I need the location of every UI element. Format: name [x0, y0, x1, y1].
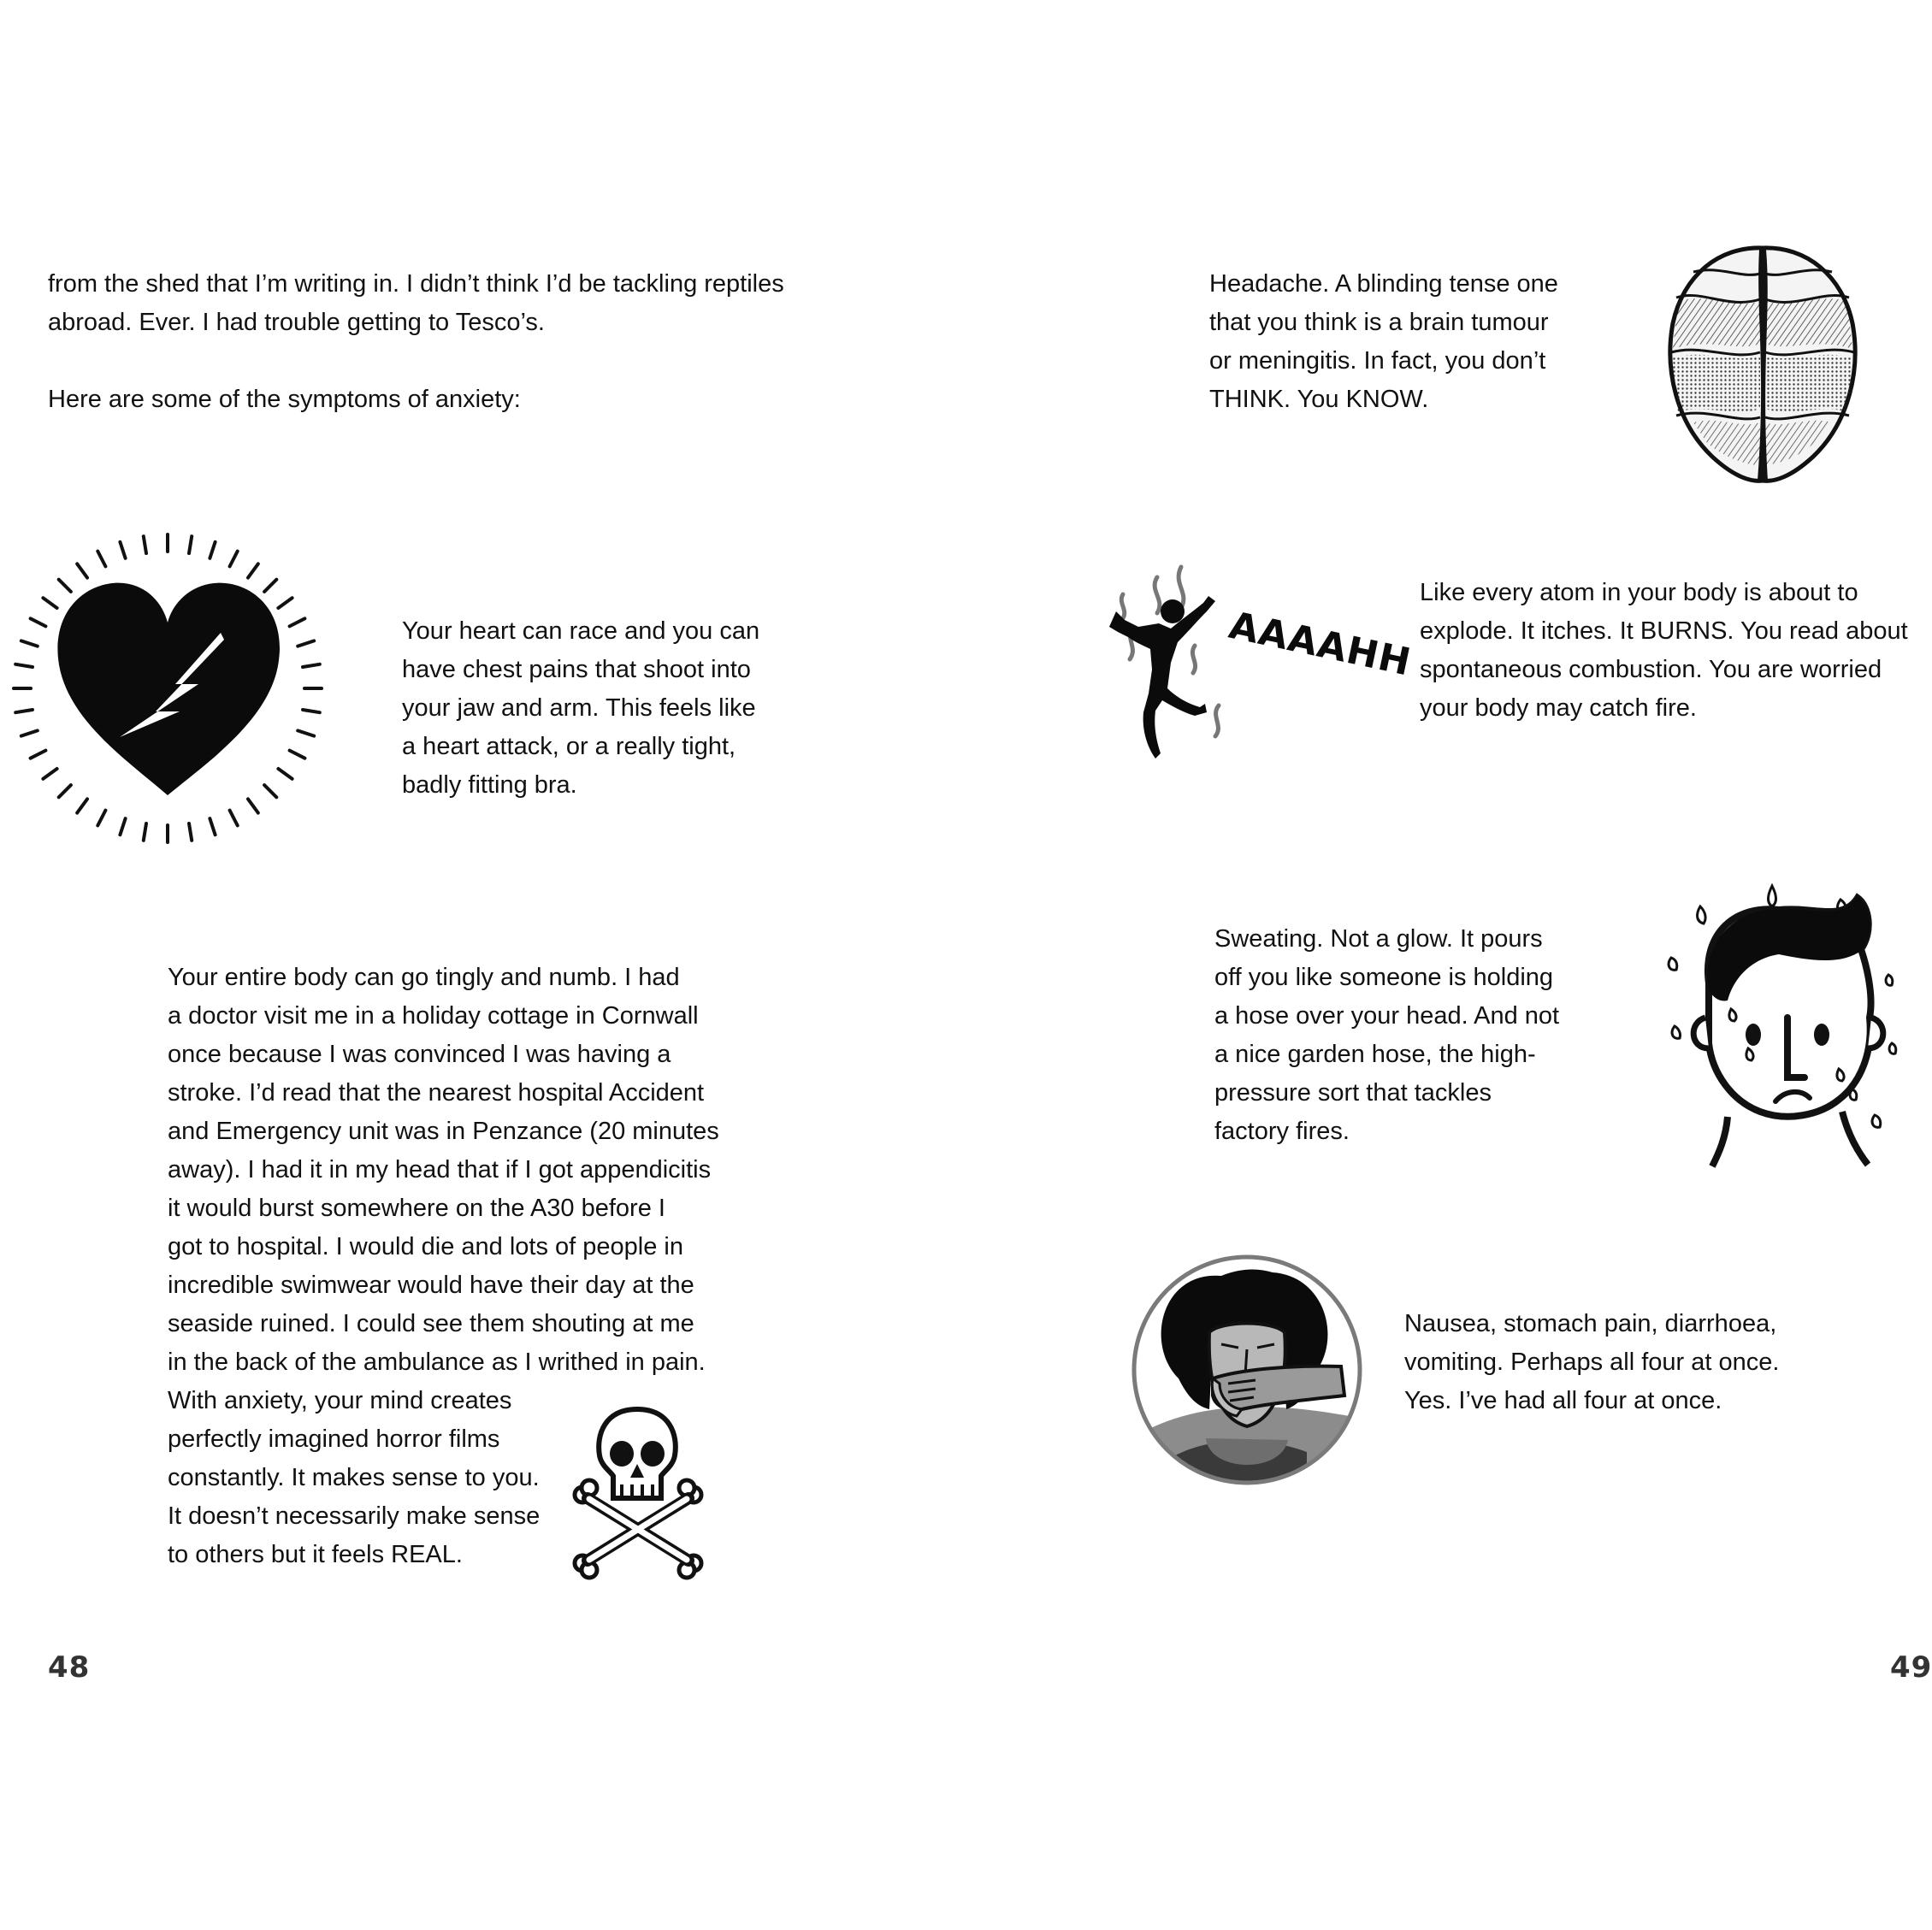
heart-ray: [97, 811, 105, 826]
heart-ray: [43, 769, 56, 779]
text-line: stroke. I’d read that the nearest hospital Accident: [168, 1079, 705, 1107]
text-line: got to hospital. I would die and lots of people in: [168, 1233, 683, 1260]
heart-ray: [120, 542, 125, 558]
heart-ray: [189, 823, 192, 841]
heart-ray: [278, 598, 292, 608]
broken-heart-lightning-icon: [0, 513, 342, 855]
text-line: Like every atom in your body is about to: [1420, 579, 1858, 606]
text-line: Sweating. Not a glow. It pours: [1214, 925, 1543, 953]
heart-ray: [298, 730, 314, 735]
text-line: Here are some of the symptoms of anxiety:: [48, 386, 521, 413]
brain-icon: [1659, 241, 1866, 487]
heart-ray: [144, 536, 146, 553]
heart-ray: [210, 542, 215, 558]
text-line: a doctor visit me in a holiday cottage in Cornwall: [168, 1002, 699, 1030]
text-line: constantly. It makes sense to you.: [168, 1464, 540, 1491]
heart-ray: [15, 664, 32, 667]
heart-ray: [77, 799, 87, 812]
text-line: a heart attack, or a really tight,: [402, 733, 736, 760]
heart-ray: [15, 710, 32, 712]
text-line: and Emergency unit was in Penzance (20 minutes: [168, 1118, 719, 1145]
sweating-face-icon: [1659, 881, 1916, 1172]
nausea-paragraph: [1404, 1305, 1779, 1420]
text-line: With anxiety, your mind creates: [168, 1387, 512, 1414]
headache-paragraph: [1209, 265, 1558, 419]
symptoms-lead: [48, 381, 521, 419]
atom-paragraph: [1420, 574, 1908, 728]
text-line: pressure sort that tackles: [1214, 1079, 1492, 1107]
heart-ray: [230, 552, 238, 567]
heart-ray: [248, 564, 258, 577]
heart-ray: [264, 785, 276, 797]
text-line: it would burst somewhere on the A30 before I: [168, 1195, 665, 1222]
heart-ray: [278, 769, 292, 779]
heart-ray: [59, 785, 71, 797]
burning-figure-icon: [1099, 560, 1415, 774]
heart-ray: [189, 536, 192, 553]
text-line: vomiting. Perhaps all four at once.: [1404, 1349, 1780, 1376]
text-line: incredible swimwear would have their day at the: [168, 1272, 694, 1299]
text-line: Your heart can race and you can: [402, 617, 760, 645]
heart-ray: [120, 818, 125, 835]
page-number-right: 49: [1890, 1650, 1932, 1685]
heart-ray: [144, 823, 146, 841]
text-line: Headache. A blinding tense one: [1209, 270, 1558, 298]
text-line: to others but it feels REAL.: [168, 1541, 463, 1568]
text-line: factory fires.: [1214, 1118, 1350, 1145]
intro-paragraph: [48, 265, 784, 342]
text-line: explode. It itches. It BURNS. You read about: [1420, 617, 1908, 645]
text-line: have chest pains that shoot into: [402, 656, 751, 683]
text-line: Nausea, stomach pain, diarrhoea,: [1404, 1310, 1777, 1337]
heart-ray: [31, 618, 46, 626]
heart-ray: [21, 640, 38, 646]
heart-ray: [77, 564, 87, 577]
text-line: away). I had it in my head that if I got appendicitis: [168, 1156, 712, 1183]
heart-ray: [290, 751, 305, 758]
text-line: from the shed that I’m writing in. I didn’t think I’d be tackling reptiles: [48, 270, 784, 298]
heart-paragraph: [402, 612, 759, 805]
text-line: off you like someone is holding: [1214, 964, 1554, 991]
text-line: Yes. I’ve had all four at once.: [1404, 1387, 1722, 1414]
scream-text: AAAAHH: [1225, 603, 1415, 685]
text-line: It doesn’t necessarily make sense: [168, 1502, 541, 1530]
text-line: perfectly imagined horror films: [168, 1425, 500, 1453]
heart-ray: [303, 664, 320, 667]
heart-ray: [59, 580, 71, 592]
text-line: spontaneous combustion. You are worried: [1420, 656, 1882, 683]
heart-ray: [248, 799, 258, 812]
text-line: THINK. You KNOW.: [1209, 386, 1429, 413]
heart-ray: [43, 598, 56, 608]
heart-ray: [298, 640, 314, 646]
page-number-left: 48: [48, 1650, 91, 1685]
heart-ray: [210, 818, 215, 835]
text-line: Your entire body can go tingly and numb. I had: [168, 964, 680, 991]
heart-ray: [264, 580, 276, 592]
text-line: seaside ruined. I could see them shouting at me: [168, 1310, 694, 1337]
text-line: your body may catch fire.: [1420, 694, 1697, 722]
heart-ray: [290, 618, 305, 626]
nausea-portrait-icon: [1127, 1250, 1367, 1490]
heart-ray: [21, 730, 38, 735]
text-line: abroad. Ever. I had trouble getting to Tesco’s.: [48, 309, 545, 336]
text-line: a nice garden hose, the high-: [1214, 1041, 1536, 1068]
heart-ray: [31, 751, 46, 758]
skull-crossbones-icon: [569, 1402, 706, 1573]
text-line: badly fitting bra.: [402, 771, 577, 799]
heart-ray: [230, 811, 238, 826]
text-line: in the back of the ambulance as I writhed in pain.: [168, 1349, 706, 1376]
text-line: a hose over your head. And not: [1214, 1002, 1560, 1030]
text-line: that you think is a brain tumour: [1209, 309, 1549, 336]
heart-ray: [303, 710, 320, 712]
text-line: once because I was convinced I was having a: [168, 1041, 671, 1068]
heart-ray: [97, 552, 105, 567]
text-line: or meningitis. In fact, you don’t: [1209, 347, 1546, 375]
text-line: your jaw and arm. This feels like: [402, 694, 756, 722]
sweating-paragraph: [1214, 920, 1559, 1151]
